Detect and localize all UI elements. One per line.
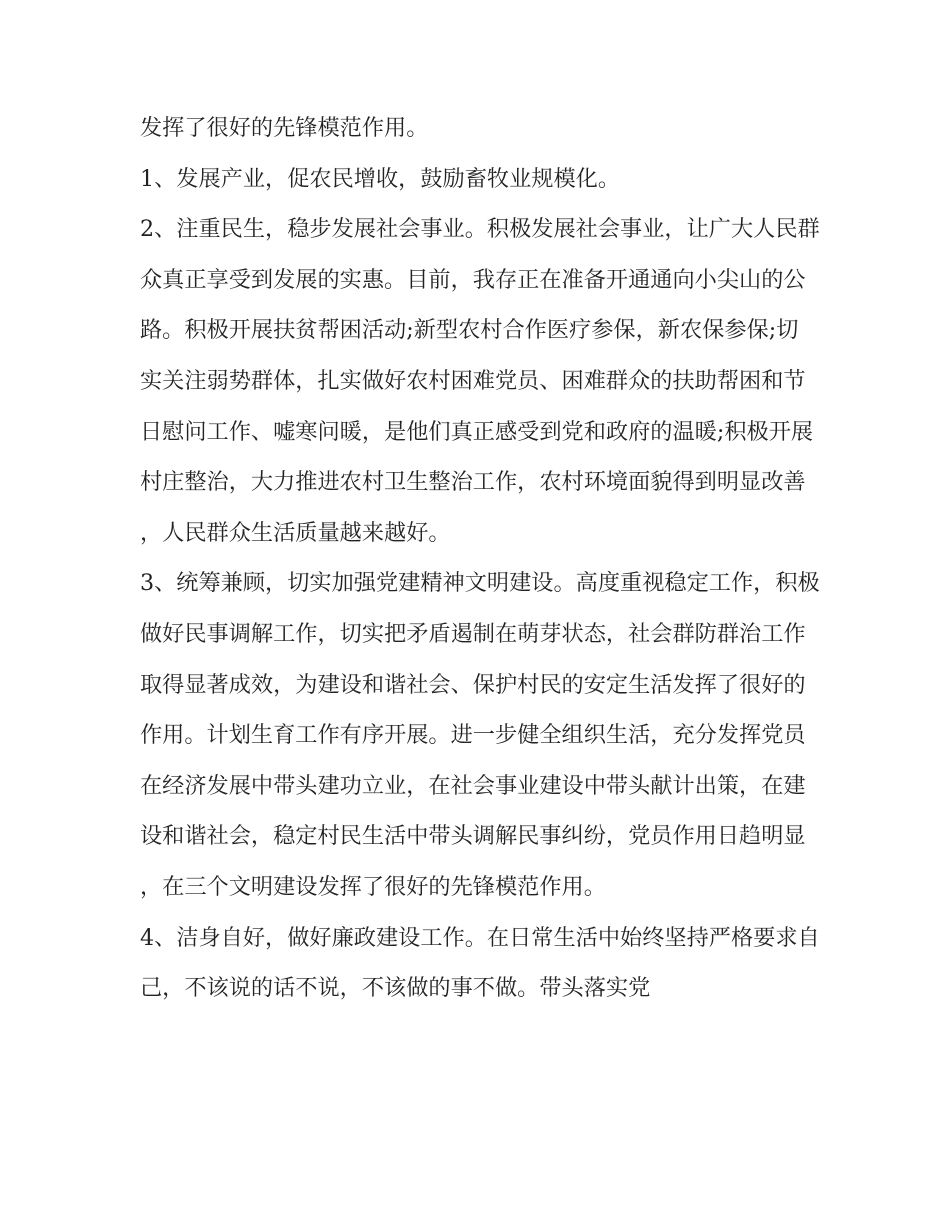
paragraph-item-1: 1、发展产业，促农民增收，鼓励畜牧业规模化。 [140,165,621,192]
paragraph-item-3: 3、统筹兼顾，切实加强党建精神文明建设。高度重视稳定工作，积极做好民事调解工作，切实把矛盾遏制在萌芽状态，社会群防群治工作取得显著成效，为建设和谐社会、保护村民的安定生活发挥了很好的作用。计划生育工作有序开展。进一步健全组织生活，充分发挥党员在经济发展中带头建功立业，在社会事业建设中带头献计出策，在建设和谐社会，稳定村民生活中带头调解民事纠纷，党员作用日趋明显，在三个文明建设发挥了很好的先锋模范作用。 [140,570,820,900]
document-page [140,103,820,1014]
paragraph-continuation: 发挥了很好的先锋模范作用。 [140,115,429,141]
paragraph-item-4: 4、洁身自好，做好廉政建设工作。在日常生活中始终坚持严格要求自己，不该说的话不说，不该做的事不做。带头落实党 [140,924,820,1002]
paragraph-item-2: 2、注重民生，稳步发展社会事业。积极发展社会事业，让广大人民群众真正享受到发展的实惠。目前，我存正在准备开通通向小尖山的公路。积极开展扶贫帮困活动;新型农村合作医疗参保，新农保参保;切实关注弱势群体，扎实做好农村困难党员、困难群众的扶助帮困和节日慰问工作、嘘寒问暖，是他们真正感受到党和政府的温暖;积极开展村庄整治，大力推进农村卫生整治工作，农村环境面貌得到明显改善，人民群众生活质量越来越好。 [140,216,820,546]
